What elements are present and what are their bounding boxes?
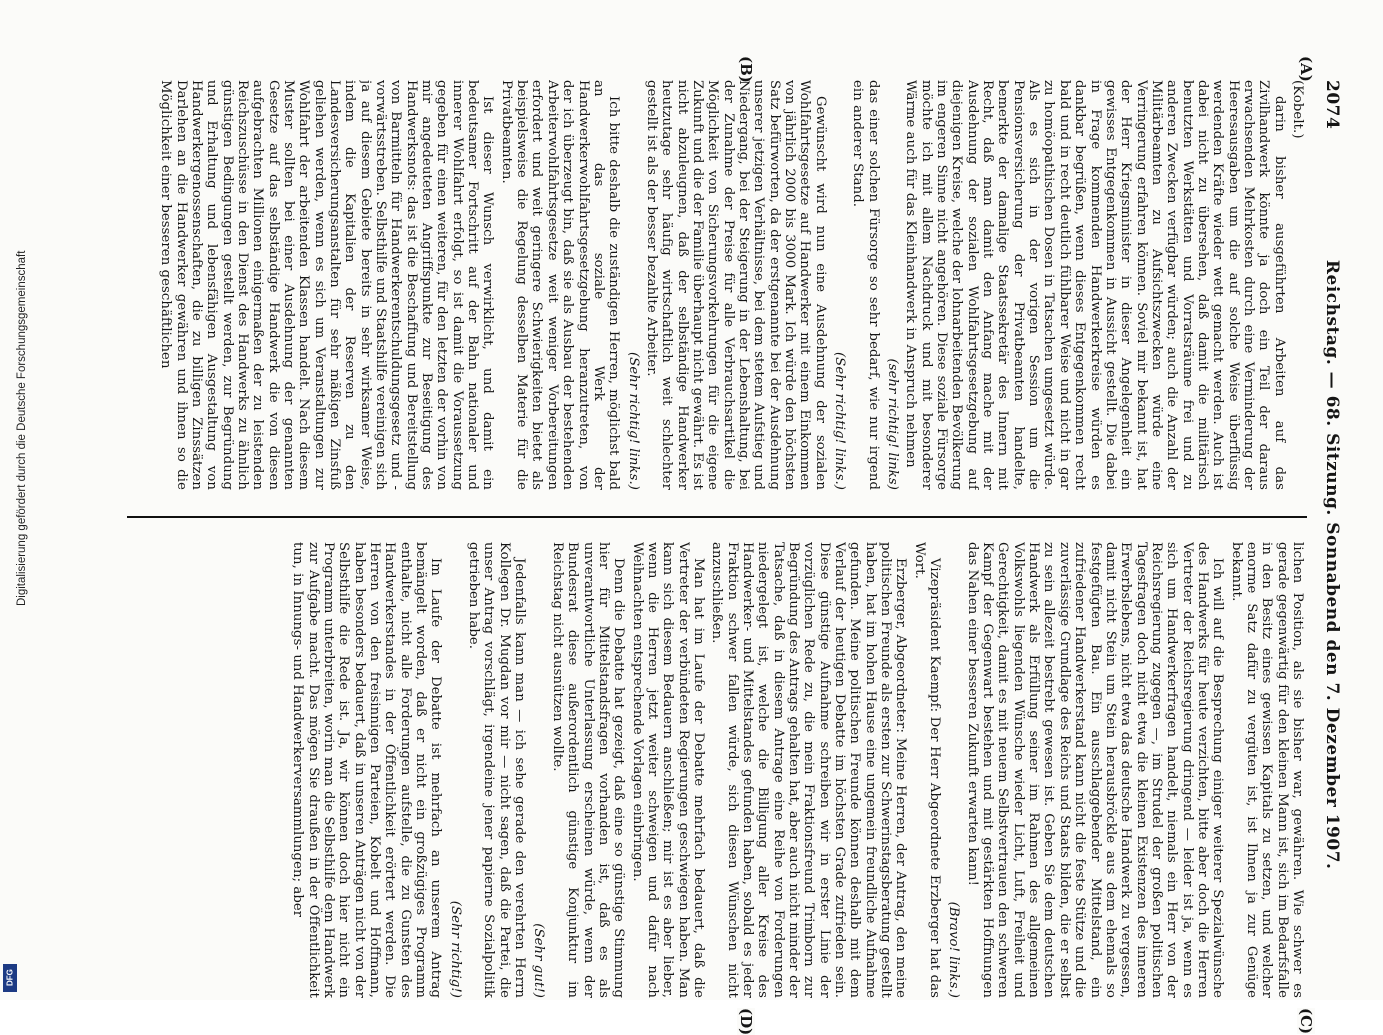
paragraph: Man hat im Laufe der Debatte mehrfach bedauert, daß die Vertreter der verbündeten Regierungen geschwiegen haben. Man kann sich diesem Bedauern anschließen; mir ist es aber lieber, wenn die Herren jetzt weiter schweigen und dafür nach Weihnachten entsprechende Vorlagen einbringen. <box>629 542 706 998</box>
page-header <box>1319 80 1345 1000</box>
paragraph: lichen Position, als sie bisher war, gewähren. Wie schwer es gerade gegenwärtig für den kleinen Mann ist, sich im Bedarfsfalle in den Besitz eines gewissen Kapitals zu setzen, und welcher enorme Satz dafür zu vergüten ist, ist Ihnen ja zur Genüge bekannt. <box>1228 542 1305 998</box>
left-text-column <box>65 80 1305 490</box>
page-number: 2074 <box>1322 80 1342 130</box>
interjection: (sehr richtig! links) <box>885 358 901 490</box>
margin-letter-d: (D) <box>737 1008 755 1035</box>
paragraph: Im Laufe der Debatte ist mehrfach an unserem Antrag bemängelt worden, daß er nicht ein großzügiges Programm enthalte, nicht alle Forderungen aufstelle, die zu Gunsten des Handwerkerstandes in der Öffentlichkeit erörtert werden. Die Herren von den freisinnigen Parteien, Kobelt und Hoffmann, haben besonders bedauert, daß in unseren Anträgen nicht von der Selbsthilfe die Rede ist. Ja, wir können doch hier nicht ein Programm unterbreiten, worin man die Selbsthilfe dem Handwerk zur Aufgabe macht. Das mögen Sie draußen in der Öffentlichkeit tun, in Innungs- und Handwerkerversammlungen; aber <box>290 542 444 998</box>
paragraph: Ich will auf die Besprechung einiger weiterer Spezialwünsche des Handwerks für heute verzichten, bitte aber doch die Herren Vertreter der Reichsregierung dringend — leider ist ja, wenn es sich um Handwerkerfragen handelt, niemals ein Herr von der Reichsregierung zugegen —, im Strudel der großen politischen Tagesfragen doch nicht etwa die kleinen Existenzen des inneren Erwerbslebens, nicht etwa das deutsche Handwerk zu vergessen, damit nicht Stein um Stein herausbröckle aus dem ehemals so festgefügten Bau. Ein ausschlaggebender Mittelstand, ein zufriedener Handwerkerstand kann nicht die feste Stütze und die zuverlässige Grundlage des Reichs und Staats bilden, die er selbst zu sein allezeit bestrebt gewesen ist. Geben Sie dem deutschen Handwerk als Erfüllung seiner im Rahmen des allgemeinen Volkswohls liegenden Wünsche wieder Licht, Luft, Freiheit und Gerechtigkeit, damit es mit neuem Selbstvertrauen den schweren Kampf der Gegenwart bestehen und mit gestärkten Hoffnungen das Nahen einer besseren Zukunft erwarten kann! <box>964 542 1226 998</box>
speaker-paragraph: Erzberger, Abgeordneter: Meine Herren, der Antrag, den meine politischen Freunde als ersten zur Schwerinstagsberatung gestellt haben, hat im hohen Hause eine ungemein freundliche Aufnahme gefunden. Meine politischen Freunde können deshalb mit dem Verlauf der heutigen Debatte im höchsten Grade zufrieden sein. Diese günstige Aufnahme schreiben wir in erster Linie der vorzüglichen Rede zu, die mein Fraktionsfreund Trimborn zur Begründung des Antrags gehalten hat, aber auch nicht minder der Tatsache, daß in diesem Antrage eine Reihe von Forderungen niedergelegt ist, welche die Billigung aller Kreise des Handwerker- und Mittelstandes gefunden haben, sobald es jeder Fraktion schwer fallen würde, sich diesen Wünschen nicht anzuschließen. <box>709 542 909 998</box>
margin-letter-b: (B) <box>737 56 755 83</box>
interjection: (Bravo! links.) <box>946 901 962 998</box>
paragraph: das einer solchen Fürsorge so sehr bedarf, wie nur irgend ein anderer Stand. <box>850 80 881 490</box>
page-title: Reichstag. — 68. Sitzung. Sonnabend den 7. Dezember 1907. <box>1322 259 1342 870</box>
interjection: (Sehr gut!) <box>531 923 547 998</box>
presiding-officer-line: Vizepräsident Kaempf: Der Herr Abgeordnete Erzberger hat das Wort. <box>911 542 943 998</box>
paragraph: Gewünscht wird nun eine Ausdehnung der sozialen Wohlfahrtsgesetze auf Handwerker mit einem Einkommen von jährlich 2000 bis 3000 Mark. Ich würde den höchsten Satz befürworten, da der erstgenannte bei der Ausdehnung unserer jetzigen Verhältnisse, bei dem stetem Aufstieg und Niedergang, bei der Steigerung in der Lebenshaltung, bei der Zunahme der Preise für alle Verbrauchsartikel die Möglichkeit von Sicherungsvorkehrungen für die eigene Zukunft und die der Familie überhaupt nicht gewährt. Es ist nicht abzuleugnen, daß der selbständige Handwerker heutzutage sehr häufig wirtschaftlich weit schlechter gestellt ist als der besser bezahlte Arbeiter. <box>643 80 828 490</box>
right-text-column <box>65 542 1305 998</box>
interjection: (Sehr richtig! links.) <box>832 351 848 490</box>
paragraph: Ist dieser Wunsch verwirklicht, und damit ein bedeutsamer Fortschritt auf der Bahn nationaler und innerer Wohlfahrt erfolgt, so ist damit die Voraussetzung gegeben für einen weiteren, für den letzten der vorhin von mir angedeuteten Angriffspunkte zur Beseitigung des Handwerksnots: das ist die Beschaffung und Bereitstellung von Barmitteln für Handwerkerentschuldungsgesetz und -vorwärtsstreben. Selbsthilfe und Staatshilfe vereinigen sich ja auf diesem Gebiete bereits in sehr wirksamer Weise, indem die Kapitalien der Reserven zu den Landesversicherungsanstalten für sehr mäßigen Zinsfuß geliehen werden, wenn es sich um Veranstaltungen zur Wohlfahrt der arbeitenden Klassen handelt. Nach diesem Muster sollten bei einer Ausdehnung der genannten Gesetze auf das selbständige Handwerk die von diesen aufgebrachten Millionen einigermaßen der zu leistenden Reichszuschüsse in den Dienst des Handwerks zu ähnlich günstigen Bedingungen gestellt werden, zur Begründung und Erhaltung und lebensfähigen Ausgestaltung von Handwerkergenossenschaften, die zu billigen Zinssätzen Darlehen an die Handwerker gewähren und ihnen so die Möglichkeit einer besseren geschäftlichen <box>158 80 496 490</box>
dfg-logo: DFG <box>3 964 17 992</box>
column-divider <box>127 516 1307 518</box>
margin-letter-c: (C) <box>1297 1008 1315 1035</box>
interjection: (Sehr richtig! links.) <box>625 351 641 490</box>
paragraph: Jedenfalls kann man — ich sehe gerade den verehrten Herrn Kollegen Dr. Mugdan vor mir — nicht sagen, daß die Partei, die unser Antrag vorschlägt, irgendeine jener papierne Sozialpolitik getrieben habe. <box>466 542 528 998</box>
rotated-document-page <box>55 56 1345 1035</box>
digitization-credit-strip <box>0 0 28 1000</box>
speaker-tag: (Kobelt.) <box>1290 80 1305 139</box>
paragraph: darin bisher ausgeführten Arbeiten auf das Zivilhandwerk könnte ja doch ein Teil der daraus erwachsenden Mehrkosten durch eine Verminderung der Heeresausgaben um die auf solche Weise überflüssig werdenden Kräfte wieder wett gemacht werden. Auch ist dabei nicht zu übersehen, daß damit die militärisch benutzten Werkstätten und Vorratsräume frei und zu anderen Zwecken verfügbar würden; auch die Anzahl der Militärbeamten zu Aufsichtszwecken würde eine Verringerung erfahren können. Soviel mir bekannt ist, hat der Herr Kriegsminister in dieser Angelegenheit ein gewisses Entgegenkommen in Aussicht gestellt. Die dabei in Frage kommenden Handwerkerkreise würden es dankbar begrüßen, wenn dieses Entgegenkommen recht bald und in recht deutlich fühlbarer Weise und nicht in gar zu homöopathischen Dosen in Tatsachen umgesetzt würde. Als es sich in der vorigen Session um die Pensionsversicherung der Privatbeamten handelte, bemerkte der damalige Staatssekretär des Innern mit Recht, daß man damit den Anfang mache mit der Ausdehnung der sozialen Wohlfahrtsgesetzgebung auf diejenigen Kreise, welche der lohnarbeitenden Bevölkerung im engeren Sinne nicht angehören. Diese soziale Fürsorge möchte ich mit allem Nachdruck und mit besonderer Wärme auch für das Kleinhandwerk in Anspruch nehmen <box>903 80 1287 490</box>
interjection: (Sehr richtig!) <box>447 900 463 998</box>
paragraph: Ich bitte deshalb die zuständigen Herren, möglichst bald an das soziale Werk der Handwerkerwohlfahrtsgesetzgebung heranzutreten, von der ich überzeugt bin, daß sie als Ausbau der bestehenden Arbeiterwohlfahrtsgesetze weit weniger Vorbereitungen erfordert und weit geringere Schwierigkeiten bietet als beispielsweise die Regelung desselben Materie für die Privatbeamten. <box>498 80 622 490</box>
margin-letter-a: (A) <box>1297 56 1315 82</box>
digitization-credit: Digitalisierung gefördert durch die Deutsche Forschungsgemeinschaft <box>16 250 28 606</box>
paragraph: Denn die Debatte hat gezeigt, daß eine so günstige Stimmung hier für Mittelstandsfragen vorhanden ist, daß es als unverantwortliche Unterlassung erscheinen würde, wenn der Bundesrat diese außerordentlich günstige Konjunktur im Reichstag nicht ausnützen wollte. <box>549 542 627 998</box>
